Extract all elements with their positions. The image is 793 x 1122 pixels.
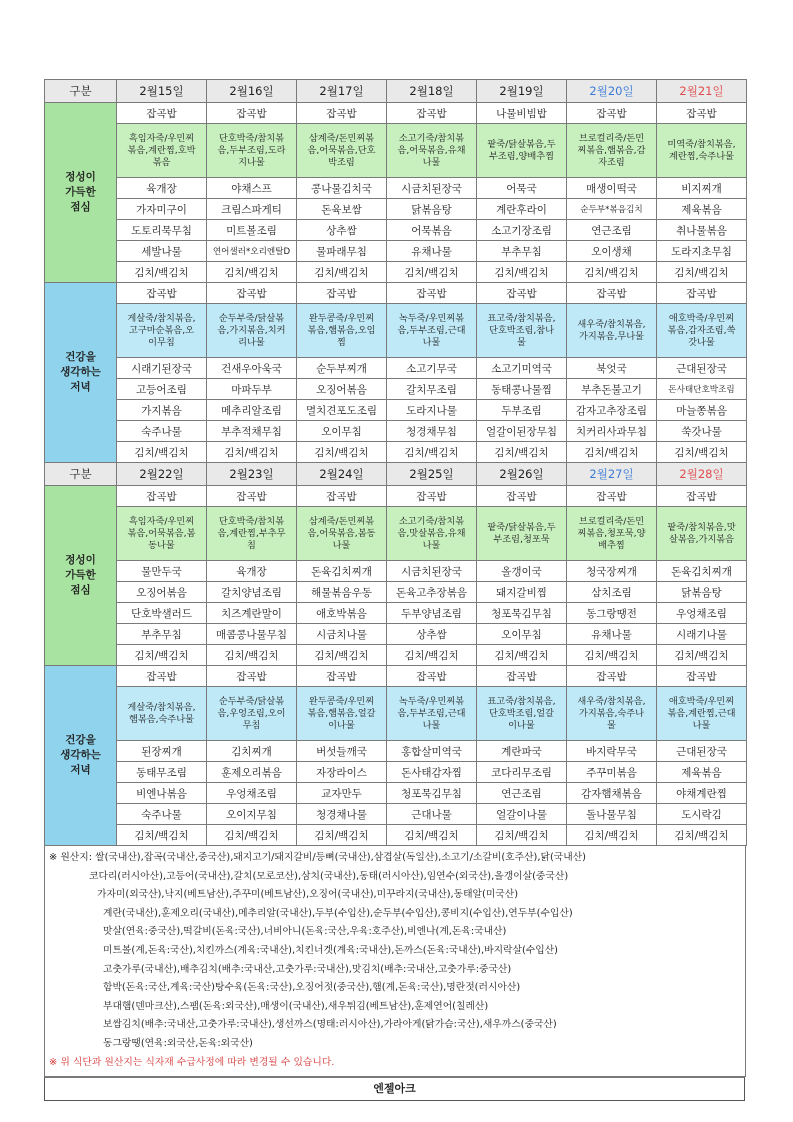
dish-cell: 근대나물 <box>387 804 477 825</box>
dish-cell: 김치/백김치 <box>207 262 297 283</box>
porridge-cell: 브로컬리죽/돈민 찌볶음,청포묵,양 배추찜 <box>567 507 657 561</box>
lunch-section-label: 정성이 가득한 점심 <box>45 486 117 666</box>
dish-cell: 김치/백김치 <box>297 442 387 463</box>
dish-cell: 시래기나물 <box>657 624 747 645</box>
rice-cell: 잡곡밥 <box>207 486 297 507</box>
dish-row <box>45 178 747 199</box>
porridge-cell: 팥죽/닭살볶음,두 부조림,청포묵 <box>477 507 567 561</box>
rice-cell: 잡곡밥 <box>657 486 747 507</box>
dish-cell: 부추적채무침 <box>207 421 297 442</box>
dish-cell: 고등어조림 <box>117 379 207 400</box>
dish-cell: 돈육고추장볶음 <box>387 582 477 603</box>
rice-row <box>45 666 747 687</box>
dish-cell: 김치/백김치 <box>117 442 207 463</box>
dish-cell: 김치/백김치 <box>477 645 567 666</box>
dish-cell: 미트볼조림 <box>207 220 297 241</box>
rice-cell: 잡곡밥 <box>297 103 387 124</box>
rice-cell: 잡곡밥 <box>297 666 387 687</box>
dish-cell: 코다리무조림 <box>477 762 567 783</box>
dish-row <box>45 358 747 379</box>
dish-cell: 바지락무국 <box>567 741 657 762</box>
dish-cell: 돈육김치찌개 <box>657 561 747 582</box>
dish-cell: 김치/백김치 <box>297 645 387 666</box>
dish-cell: 시금치나물 <box>297 624 387 645</box>
dish-cell: 김치/백김치 <box>387 262 477 283</box>
dish-cell: 갈치양념조림 <box>207 582 297 603</box>
dish-cell: 얼갈이된장무침 <box>477 421 567 442</box>
dish-cell: 얼갈이나물 <box>477 804 567 825</box>
dish-cell: 돈육보쌈 <box>297 199 387 220</box>
porridge-cell: 흑임자죽/우민찌 볶음,어묵볶음,봄 동나물 <box>117 507 207 561</box>
dish-cell: 쑥갓나물 <box>657 421 747 442</box>
dish-cell: 오이생채 <box>567 241 657 262</box>
dish-cell: 치커리사과무침 <box>567 421 657 442</box>
dish-row <box>45 421 747 442</box>
rice-cell: 잡곡밥 <box>567 486 657 507</box>
dish-cell: 닭볶음탕 <box>657 582 747 603</box>
dish-cell: 김치/백김치 <box>567 825 657 846</box>
rice-cell: 잡곡밥 <box>117 486 207 507</box>
dish-cell: 애호박볶음 <box>297 603 387 624</box>
date-cell: 2월26일 <box>477 463 567 486</box>
dish-row <box>45 825 747 846</box>
origin-line: 동그랑땡(연육:외국산,돈육:외국산) <box>103 1037 253 1049</box>
dish-cell: 김치/백김치 <box>117 262 207 283</box>
dish-cell: 감자고추장조림 <box>567 400 657 421</box>
dish-cell: 도라지나물 <box>387 400 477 421</box>
dish-cell: 김치/백김치 <box>387 825 477 846</box>
porridge-cell: 게살죽/참치볶음, 고구마순볶음,오 이무침 <box>117 304 207 358</box>
dish-cell: 근대된장국 <box>657 358 747 379</box>
dish-cell: 시금치된장국 <box>387 178 477 199</box>
dish-cell: 해물볶음우동 <box>297 582 387 603</box>
porridge-cell: 완두콩죽/우민찌 볶음,햄볶음,얼갈 이나물 <box>297 687 387 741</box>
origin-line: 미트볼(계,돈육:국산),치킨까스(계육:국내산),치킨너겟(계육:국내산),돈까스(돈육:국내산),바지락살(수입산) <box>103 944 559 956</box>
dish-row <box>45 741 747 762</box>
dish-cell: 된장찌개 <box>117 741 207 762</box>
dish-cell: 돈사태감자찜 <box>387 762 477 783</box>
rice-cell: 잡곡밥 <box>657 283 747 304</box>
dish-row <box>45 379 747 400</box>
dish-cell: 계란파국 <box>477 741 567 762</box>
dish-cell: 김치찌개 <box>207 741 297 762</box>
dish-cell: 김치/백김치 <box>207 645 297 666</box>
date-cell: 2월21일 <box>657 80 747 103</box>
dish-row <box>45 241 747 262</box>
meal-plan-table <box>44 79 747 846</box>
dish-cell: 부추무침 <box>117 624 207 645</box>
rice-cell: 잡곡밥 <box>207 283 297 304</box>
dish-cell: 삼치조림 <box>567 582 657 603</box>
dish-cell: 연어샐러*오리엔탈D <box>207 241 297 262</box>
dish-cell: 단호박샐러드 <box>117 603 207 624</box>
dish-cell: 소고기미역국 <box>477 358 567 379</box>
dish-cell: 동태콩나물찜 <box>477 379 567 400</box>
lunch-section-label: 정성이 가득한 점심 <box>45 103 117 283</box>
dish-cell: 돼지갈비찜 <box>477 582 567 603</box>
porridge-cell: 새우죽/참치볶음, 가지볶음,숙주나 물 <box>567 687 657 741</box>
porridge-cell: 소고기죽/참치볶 음,어묵볶음,유채 나물 <box>387 124 477 178</box>
rice-cell: 잡곡밥 <box>117 666 207 687</box>
date-header-row <box>45 463 747 486</box>
dish-cell: 동그랑땡전 <box>567 603 657 624</box>
rice-cell: 잡곡밥 <box>387 103 477 124</box>
dish-cell: 어묵볶음 <box>387 220 477 241</box>
dish-cell: 가자미구이 <box>117 199 207 220</box>
dish-cell: 김치/백김치 <box>657 825 747 846</box>
dish-cell: 어묵국 <box>477 178 567 199</box>
dish-cell: 홍합살미역국 <box>387 741 477 762</box>
header-label: 구분 <box>45 80 117 103</box>
dish-cell: 상추쌈 <box>297 220 387 241</box>
dish-cell: 부추돈불고기 <box>567 379 657 400</box>
dish-cell: 김치/백김치 <box>477 262 567 283</box>
date-cell: 2월20일 <box>567 80 657 103</box>
date-cell: 2월17일 <box>297 80 387 103</box>
origin-line: 부대햄(덴마크산),스팸(돈육:외국산),매생이(국내산),새우튀김(베트남산),훈제연어(칠레산) <box>103 1000 489 1012</box>
rice-cell: 잡곡밥 <box>117 283 207 304</box>
porridge-cell: 애호박죽/우민찌 볶음,감자조림,쑥 갓나물 <box>657 304 747 358</box>
dish-cell: 연근조림 <box>567 220 657 241</box>
dish-cell: 오이무침 <box>297 421 387 442</box>
dish-cell: 두부조림 <box>477 400 567 421</box>
dish-row <box>45 645 747 666</box>
date-cell: 2월15일 <box>117 80 207 103</box>
dish-row <box>45 442 747 463</box>
dish-row <box>45 762 747 783</box>
company-name: 엔젤아크 <box>44 1077 745 1101</box>
rice-cell: 잡곡밥 <box>567 283 657 304</box>
dish-cell: 김치/백김치 <box>567 645 657 666</box>
dish-cell: 숙주나물 <box>117 421 207 442</box>
dish-cell: 시래기된장국 <box>117 358 207 379</box>
date-header-row <box>45 80 747 103</box>
dish-cell: 소고기장조림 <box>477 220 567 241</box>
dish-cell: 주꾸미볶음 <box>567 762 657 783</box>
dish-cell: 김치/백김치 <box>477 825 567 846</box>
dish-cell: 버섯들깨국 <box>297 741 387 762</box>
dish-cell: 육개장 <box>207 561 297 582</box>
porridge-cell: 팥죽/참치볶음,맛 살볶음,가지볶음 <box>657 507 747 561</box>
date-cell: 2월28일 <box>657 463 747 486</box>
porridge-cell: 순두부죽/닭살볶 음,가지볶음,치커 리나물 <box>207 304 297 358</box>
dish-row <box>45 804 747 825</box>
dinner-section-label: 건강을 생각하는 저녁 <box>45 666 117 846</box>
dish-cell: 육개장 <box>117 178 207 199</box>
dish-cell: 오이지무침 <box>207 804 297 825</box>
porridge-cell: 애호박죽/우민찌 볶음,계란찜,근대 나물 <box>657 687 747 741</box>
dish-cell: 갈치무조림 <box>387 379 477 400</box>
dish-cell: 우엉채조림 <box>657 603 747 624</box>
dish-cell: 청포묵김무침 <box>387 783 477 804</box>
dish-cell: 오징어볶음 <box>117 582 207 603</box>
meal-plan-sheet <box>44 79 746 1101</box>
dish-cell: 건새우아욱국 <box>207 358 297 379</box>
origin-line: 고춧가루(국내산),배추김치(배추:국내산,고춧가루:국내산),맛김치(배추:국내산,고춧가루:중국산) <box>103 963 512 975</box>
porridge-cell: 단호박죽/참치볶 음,계란찜,부추무 침 <box>207 507 297 561</box>
date-cell: 2월23일 <box>207 463 297 486</box>
origin-line: 함박(돈육:국산,계육:국산)탕수육(돈육:국산),오징어젓(중국산),햄(계,돈육:국산),명란젓(러시아산) <box>103 982 521 994</box>
date-cell: 2월27일 <box>567 463 657 486</box>
porridge-row <box>45 507 747 561</box>
origin-line: 보쌈김치(배추:국내산,고춧가루:국내산),생선까스(명태:러시아산),가라아게(닭가슴:국산),새우까스(중국산) <box>103 1019 557 1031</box>
dish-cell: 김치/백김치 <box>207 825 297 846</box>
dish-cell: 근대된장국 <box>657 741 747 762</box>
rice-cell: 잡곡밥 <box>297 486 387 507</box>
dish-cell: 매생이떡국 <box>567 178 657 199</box>
rice-cell: 잡곡밥 <box>567 103 657 124</box>
dish-cell: 돈사태단호박조림 <box>657 379 747 400</box>
dish-cell: 계란후라이 <box>477 199 567 220</box>
dish-cell: 두부양념조림 <box>387 603 477 624</box>
dish-cell: 김치/백김치 <box>387 442 477 463</box>
dish-cell: 자장라이스 <box>297 762 387 783</box>
porridge-cell: 소고기죽/참치볶 음,맛살볶음,유채 나물 <box>387 507 477 561</box>
dish-cell: 야채스프 <box>207 178 297 199</box>
dish-cell: 올갱이국 <box>477 561 567 582</box>
dish-cell: 도라지초무침 <box>657 241 747 262</box>
dish-cell: 유채나물 <box>567 624 657 645</box>
dish-row <box>45 783 747 804</box>
dish-cell: 동태무조림 <box>117 762 207 783</box>
rice-row <box>45 283 747 304</box>
rice-cell: 잡곡밥 <box>657 103 747 124</box>
porridge-cell: 순두부죽/닭살볶 음,우엉조림,오이 무침 <box>207 687 297 741</box>
dish-cell: 오징어볶음 <box>297 379 387 400</box>
date-cell: 2월24일 <box>297 463 387 486</box>
dish-cell: 김치/백김치 <box>297 262 387 283</box>
dish-cell: 비엔나볶음 <box>117 783 207 804</box>
dish-cell: 도토리묵무침 <box>117 220 207 241</box>
dish-cell: 매콤콩나물무침 <box>207 624 297 645</box>
origin-line: 계란(국내산),훈제오리(국내산),메추리알(국내산),두부(수입산),순두부(수입산),콩비지(수입산),연두부(수입산) <box>103 907 573 919</box>
rice-row <box>45 103 747 124</box>
dish-cell: 청경채나물 <box>297 804 387 825</box>
dish-cell: 비지찌개 <box>657 178 747 199</box>
dish-cell: 순두부찌개 <box>297 358 387 379</box>
porridge-cell: 단호박죽/참치볶 음,두부조림,도라 지나물 <box>207 124 297 178</box>
dish-cell: 김치/백김치 <box>297 825 387 846</box>
rice-cell: 잡곡밥 <box>567 666 657 687</box>
porridge-cell: 새우죽/참치볶음, 가지볶음,무나물 <box>567 304 657 358</box>
dish-row <box>45 561 747 582</box>
dish-cell: 마늘쫑볶음 <box>657 400 747 421</box>
date-cell: 2월19일 <box>477 80 567 103</box>
rice-row <box>45 486 747 507</box>
dish-cell: 김치/백김치 <box>117 825 207 846</box>
dish-cell: 치즈계란말이 <box>207 603 297 624</box>
dish-cell: 크림스파게티 <box>207 199 297 220</box>
origin-line: 코다리(러시아산),고등어(국내산),갈치(모로코산),삼치(국내산),동태(러시아산),임연수(외국산),올갱이살(중국산) <box>89 870 569 882</box>
rice-cell: 잡곡밥 <box>387 283 477 304</box>
date-cell: 2월18일 <box>387 80 477 103</box>
dish-cell: 메추리알조림 <box>207 400 297 421</box>
dish-cell: 김치/백김치 <box>567 262 657 283</box>
rice-cell: 잡곡밥 <box>477 666 567 687</box>
porridge-cell: 녹두죽/우민찌볶 음,두부조림,근대 나물 <box>387 304 477 358</box>
porridge-row <box>45 124 747 178</box>
dish-cell: 물파래무침 <box>297 241 387 262</box>
dish-cell: 북엇국 <box>567 358 657 379</box>
rice-cell: 잡곡밥 <box>207 666 297 687</box>
rice-cell: 잡곡밥 <box>477 486 567 507</box>
porridge-cell: 표고죽/참치볶음, 단호박조림,얼갈 이나물 <box>477 687 567 741</box>
porridge-cell: 녹두죽/우민찌볶 음,두부조림,근대 나물 <box>387 687 477 741</box>
dish-row <box>45 603 747 624</box>
dish-cell: 김치/백김치 <box>477 442 567 463</box>
dish-cell: 김치/백김치 <box>567 442 657 463</box>
rice-cell: 잡곡밥 <box>117 103 207 124</box>
dish-cell: 순두부*볶음김치 <box>567 199 657 220</box>
porridge-cell: 브로컬리죽/돈민 찌볶음,햄볶음,감 자조림 <box>567 124 657 178</box>
dish-cell: 감자햄채볶음 <box>567 783 657 804</box>
dinner-section-label: 건강을 생각하는 저녁 <box>45 283 117 463</box>
porridge-cell: 완두콩죽/우민찌 볶음,햄볶음,오임 찜 <box>297 304 387 358</box>
header-label: 구분 <box>45 463 117 486</box>
rice-cell: 나물비빔밥 <box>477 103 567 124</box>
dish-cell: 가지볶음 <box>117 400 207 421</box>
dish-cell: 우엉채조림 <box>207 783 297 804</box>
porridge-cell: 삼계죽/돈민찌볶 음,어묵볶음,봄동 나물 <box>297 507 387 561</box>
dish-row <box>45 582 747 603</box>
dish-cell: 취나물볶음 <box>657 220 747 241</box>
rice-cell: 잡곡밥 <box>297 283 387 304</box>
dish-cell: 김치/백김치 <box>657 262 747 283</box>
porridge-row <box>45 304 747 358</box>
dish-cell: 김치/백김치 <box>117 645 207 666</box>
porridge-cell: 미역죽/참치볶음, 계란찜,숙주나물 <box>657 124 747 178</box>
dish-cell: 김치/백김치 <box>657 645 747 666</box>
dish-cell: 김치/백김치 <box>657 442 747 463</box>
dish-cell: 유채나물 <box>387 241 477 262</box>
rice-cell: 잡곡밥 <box>657 666 747 687</box>
porridge-cell: 게살죽/참치볶음, 햄볶음,숙주나물 <box>117 687 207 741</box>
change-notice: ※ 위 식단과 원산지는 식자재 수급사정에 따라 변경될 수 있습니다. <box>49 1056 335 1068</box>
dish-row <box>45 220 747 241</box>
dish-cell: 교자만두 <box>297 783 387 804</box>
dish-cell: 숙주나물 <box>117 804 207 825</box>
dish-cell: 세발나물 <box>117 241 207 262</box>
dish-cell: 돈육김치찌개 <box>297 561 387 582</box>
origin-line: 맛살(연육:중국산),떡갈비(돈육:국산),너비아니(돈육:국산,우육:호주산),비엔나(계,돈육:국내산) <box>103 926 507 938</box>
dish-cell: 오이무침 <box>477 624 567 645</box>
origin-line: 가자미(외국산),낙지(베트남산),주꾸미(베트남산),오징어(국내산),미꾸라지(국내산),동태알(미국산) <box>97 889 519 901</box>
rice-cell: 잡곡밥 <box>387 666 477 687</box>
origin-info <box>44 846 746 1077</box>
porridge-cell: 흑임자죽/우민찌 볶음,계란찜,호박 볶음 <box>117 124 207 178</box>
dish-cell: 청경채무침 <box>387 421 477 442</box>
dish-cell: 제육볶음 <box>657 199 747 220</box>
dish-cell: 김치/백김치 <box>207 442 297 463</box>
dish-cell: 마파두부 <box>207 379 297 400</box>
porridge-cell: 팥죽/닭살볶음,두 부조림,양배추찜 <box>477 124 567 178</box>
dish-row <box>45 262 747 283</box>
dish-cell: 물만두국 <box>117 561 207 582</box>
dish-cell: 도시락김 <box>657 804 747 825</box>
origin-line: ※ 원산지: 쌀(국내산),잡곡(국내산,중국산),돼지고기/돼지갈비/등뼈(국내산),삼겹살(독일산),소고기/소갈비(호주산),닭(국내산) <box>49 852 586 863</box>
dish-row <box>45 624 747 645</box>
dish-row <box>45 199 747 220</box>
rice-cell: 잡곡밥 <box>477 283 567 304</box>
dish-cell: 청국장찌개 <box>567 561 657 582</box>
dish-cell: 상추쌈 <box>387 624 477 645</box>
porridge-row <box>45 687 747 741</box>
dish-cell: 닭볶음탕 <box>387 199 477 220</box>
date-cell: 2월25일 <box>387 463 477 486</box>
dish-cell: 콩나물김치국 <box>297 178 387 199</box>
date-cell: 2월16일 <box>207 80 297 103</box>
dish-row <box>45 400 747 421</box>
dish-cell: 김치/백김치 <box>387 645 477 666</box>
dish-cell: 연근조림 <box>477 783 567 804</box>
dish-cell: 부추무침 <box>477 241 567 262</box>
rice-cell: 잡곡밥 <box>207 103 297 124</box>
dish-cell: 돌나물무침 <box>567 804 657 825</box>
dish-cell: 시금치된장국 <box>387 561 477 582</box>
dish-cell: 청포묵김무침 <box>477 603 567 624</box>
rice-cell: 잡곡밥 <box>387 486 477 507</box>
dish-cell: 훈제오리볶음 <box>207 762 297 783</box>
dish-cell: 제육볶음 <box>657 762 747 783</box>
dish-cell: 소고기무국 <box>387 358 477 379</box>
date-cell: 2월22일 <box>117 463 207 486</box>
dish-cell: 야채계란찜 <box>657 783 747 804</box>
porridge-cell: 표고죽/참치볶음, 단호박조림,참나 물 <box>477 304 567 358</box>
dish-cell: 멸치견포도조림 <box>297 400 387 421</box>
porridge-cell: 삼계죽/돈민찌볶 음,어묵볶음,단호 박조림 <box>297 124 387 178</box>
